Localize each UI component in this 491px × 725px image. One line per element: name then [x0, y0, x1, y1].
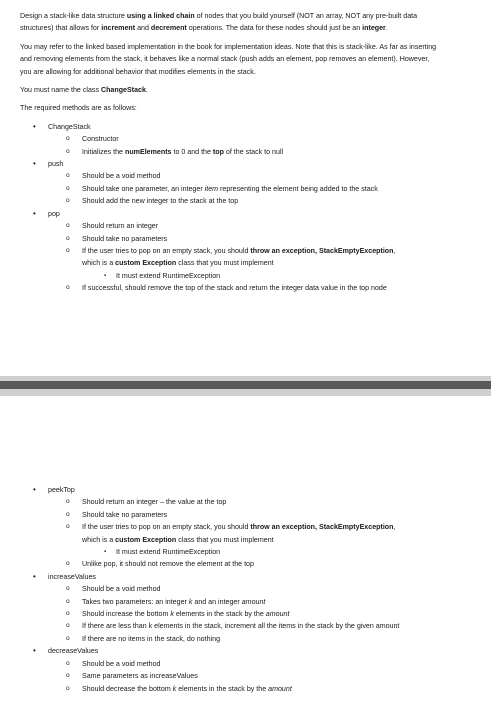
- italic-text: k: [188, 597, 193, 606]
- requirement-text: [82, 633, 440, 645]
- requirement-item: [20, 558, 440, 570]
- text-run: The required methods are as follows:: [20, 104, 137, 113]
- circle-bullet-icon: o: [66, 585, 70, 593]
- text-run: If there are no items in the stack, do nothing: [82, 634, 221, 643]
- method-list-page-2: [20, 484, 440, 695]
- method-name: decreaseValues: [48, 647, 99, 656]
- methods-heading: [20, 102, 440, 114]
- circle-bullet-icon: o: [66, 147, 70, 155]
- circle-bullet-icon: o: [66, 610, 70, 618]
- requirement-text: [82, 282, 440, 294]
- bold-text: custom Exception: [115, 259, 177, 268]
- bullet-icon: •: [33, 646, 36, 656]
- text-run: and: [135, 24, 151, 33]
- requirement-item: [20, 282, 440, 294]
- requirement-text: [82, 496, 440, 508]
- requirement-item: [20, 146, 440, 158]
- method-item: [20, 158, 440, 170]
- text-run: .: [385, 24, 388, 33]
- text-run: If successful, should remove the top of the stack and return the integer data value in the top node: [82, 284, 387, 293]
- requirement-text: [82, 683, 440, 695]
- text-run: of nodes that you build yourself (NOT an array, NOT any pre-built data structures) that allows for: [20, 12, 418, 33]
- text-run: Should increase the bottom: [82, 610, 171, 619]
- bold-text: using a linked chain: [126, 12, 195, 20]
- method-name: ChangeStack: [48, 122, 91, 131]
- intro-paragraph-2: [20, 41, 440, 78]
- requirement-item: [20, 195, 440, 207]
- requirement-item: [20, 233, 440, 245]
- text-run: Should return an integer: [82, 222, 159, 231]
- method-name: pop: [48, 209, 60, 218]
- requirement-text: [82, 620, 440, 632]
- sub-requirement-item: [20, 546, 440, 558]
- page-separator: [0, 376, 491, 396]
- square-bullet-icon: ▪: [104, 549, 107, 556]
- text-run: Should be a void method: [82, 585, 161, 594]
- bullet-icon: •: [33, 159, 36, 169]
- requirement-text: [82, 146, 440, 158]
- requirement-text: [82, 133, 440, 145]
- requirement-text: [82, 608, 440, 620]
- text-run: Should add the new integer to the stack at the top: [82, 197, 239, 206]
- text-run: Design a stack-like data structure: [20, 12, 127, 20]
- requirement-text: [82, 583, 440, 595]
- text-run: You must name the class: [20, 86, 101, 95]
- text-run: Unlike pop, it should not remove the element at the top: [82, 560, 254, 569]
- text-run: to 0 and the: [171, 147, 213, 156]
- requirement-item: [20, 521, 440, 546]
- text-run: If there are less than k elements in the stack, increment all the items in the stack by the given amount: [82, 622, 400, 631]
- italic-text: amount: [241, 597, 266, 606]
- bullet-icon: •: [33, 208, 36, 218]
- text-run: It must extend RuntimeException: [116, 271, 221, 280]
- page-separator-bar: [0, 381, 491, 389]
- requirement-text: [82, 195, 440, 207]
- text-run: Same parameters as increaseValues: [82, 672, 198, 681]
- method-list-page-1: [20, 121, 440, 295]
- circle-bullet-icon: o: [66, 560, 70, 568]
- text-run: , which is a: [82, 246, 396, 268]
- text-run: Should be a void method: [82, 172, 161, 181]
- requirement-text: [82, 183, 440, 195]
- method-name: push: [48, 160, 64, 169]
- text-run: and an integer: [192, 597, 242, 606]
- circle-bullet-icon: o: [66, 672, 70, 680]
- square-bullet-icon: ▪: [104, 272, 107, 279]
- text-run: .: [145, 86, 148, 95]
- requirement-item: [20, 170, 440, 182]
- method-item: [20, 208, 440, 220]
- text-run: class that you must implement: [176, 535, 274, 544]
- italic-text: k: [170, 610, 174, 619]
- requirement-item: [20, 596, 440, 608]
- requirement-item: [20, 583, 440, 595]
- requirement-item: [20, 183, 440, 195]
- circle-bullet-icon: o: [66, 684, 70, 692]
- page-1-content: [20, 10, 440, 295]
- bold-text: custom Exception: [115, 535, 177, 544]
- circle-bullet-icon: o: [66, 634, 70, 642]
- requirement-item: [20, 670, 440, 682]
- text-run: If the user tries to pop on an empty stack, you should: [82, 246, 251, 255]
- bold-text: throw an exception, StackEmptyException: [250, 246, 394, 255]
- bullet-icon: •: [33, 121, 36, 131]
- text-run: operations. The data for these nodes should just be an: [186, 24, 363, 33]
- bold-text: decrement: [150, 24, 187, 33]
- requirement-text: [82, 220, 440, 232]
- method-name: increaseValues: [48, 572, 96, 581]
- requirement-text: [82, 509, 440, 521]
- circle-bullet-icon: o: [66, 659, 70, 667]
- requirement-text: [82, 245, 440, 270]
- sub-requirement-text: [116, 272, 220, 280]
- requirement-item: [20, 620, 440, 632]
- italic-text: item: [204, 184, 219, 193]
- requirement-text: [82, 670, 440, 682]
- text-run: elements in the stack by the: [173, 610, 266, 619]
- bullet-icon: •: [33, 485, 36, 494]
- italic-text: k: [172, 684, 177, 693]
- sub-requirement-text: [116, 548, 220, 556]
- requirement-text: [82, 596, 440, 608]
- method-item: [20, 571, 440, 583]
- requirement-text: [82, 658, 440, 670]
- bold-text: throw an exception, StackEmptyException: [250, 523, 394, 532]
- text-run: Should take no parameters: [82, 510, 168, 519]
- text-run: It must extend RuntimeException: [116, 548, 221, 557]
- text-run: elements in the stack by the: [176, 684, 269, 693]
- circle-bullet-icon: o: [66, 284, 70, 292]
- requirement-item: [20, 658, 440, 670]
- bullet-icon: •: [33, 571, 36, 581]
- requirement-item: [20, 220, 440, 232]
- text-run: , which is a: [82, 523, 396, 544]
- requirement-item: [20, 683, 440, 695]
- bold-text: ChangeStack: [100, 86, 146, 95]
- requirement-text: [82, 558, 440, 570]
- requirement-item: [20, 608, 440, 620]
- text-run: Constructor: [82, 135, 119, 144]
- requirement-text: [82, 170, 440, 182]
- class-name-paragraph: [20, 84, 440, 96]
- text-run: Should decrease the bottom: [82, 684, 173, 693]
- text-run: Should take one parameter, an integer: [82, 184, 205, 193]
- text-run: Should return an integer – the value at the top: [82, 498, 227, 507]
- requirement-text: [82, 521, 440, 546]
- circle-bullet-icon: o: [66, 510, 70, 518]
- circle-bullet-icon: o: [66, 622, 70, 630]
- text-run: If the user tries to pop on an empty stack, you should: [82, 523, 251, 532]
- circle-bullet-icon: o: [66, 498, 70, 506]
- circle-bullet-icon: o: [66, 184, 70, 192]
- sub-requirement-item: [20, 270, 440, 282]
- circle-bullet-icon: o: [66, 197, 70, 205]
- document-page-2: [0, 396, 491, 725]
- circle-bullet-icon: o: [66, 222, 70, 230]
- italic-text: amount: [268, 684, 292, 693]
- method-item: [20, 121, 440, 133]
- requirement-item: [20, 496, 440, 508]
- circle-bullet-icon: o: [66, 172, 70, 180]
- text-run: Should take no parameters: [82, 234, 168, 243]
- circle-bullet-icon: o: [66, 523, 70, 531]
- circle-bullet-icon: o: [66, 135, 70, 143]
- circle-bullet-icon: o: [66, 234, 70, 242]
- circle-bullet-icon: o: [66, 246, 70, 254]
- intro-paragraph-1: [20, 10, 440, 35]
- text-run: Initializes the: [82, 147, 125, 156]
- text-run: You may refer to the linked based implementation in the book for implementation ideas. Note that this is stack-like. As far as inserting and removing elements from the stack, it behaves like a normal stack (push adds an element, pop removes an element). However, you are allowing for additional behavior that modifies elements in the stack.: [20, 42, 437, 76]
- requirement-item: [20, 509, 440, 521]
- requirement-item: [20, 133, 440, 145]
- requirement-text: [82, 233, 440, 245]
- bold-text: numElements: [124, 147, 172, 156]
- method-item: [20, 484, 440, 496]
- method-name: peekTop: [48, 486, 75, 494]
- requirement-item: [20, 633, 440, 645]
- text-run: class that you must implement: [176, 259, 274, 268]
- italic-text: amount: [265, 610, 290, 619]
- text-run: representing the element being added to the stack: [218, 184, 378, 193]
- method-item: [20, 645, 440, 657]
- circle-bullet-icon: o: [66, 597, 70, 605]
- bold-text: integer: [362, 24, 386, 33]
- bold-text: increment: [101, 24, 136, 33]
- text-run: Takes two parameters: an integer: [82, 597, 189, 606]
- bold-text: top: [212, 147, 224, 156]
- requirement-item: [20, 245, 440, 270]
- page-2-content: [20, 484, 440, 695]
- text-run: of the stack to null: [223, 147, 284, 156]
- text-run: Should be a void method: [82, 659, 161, 668]
